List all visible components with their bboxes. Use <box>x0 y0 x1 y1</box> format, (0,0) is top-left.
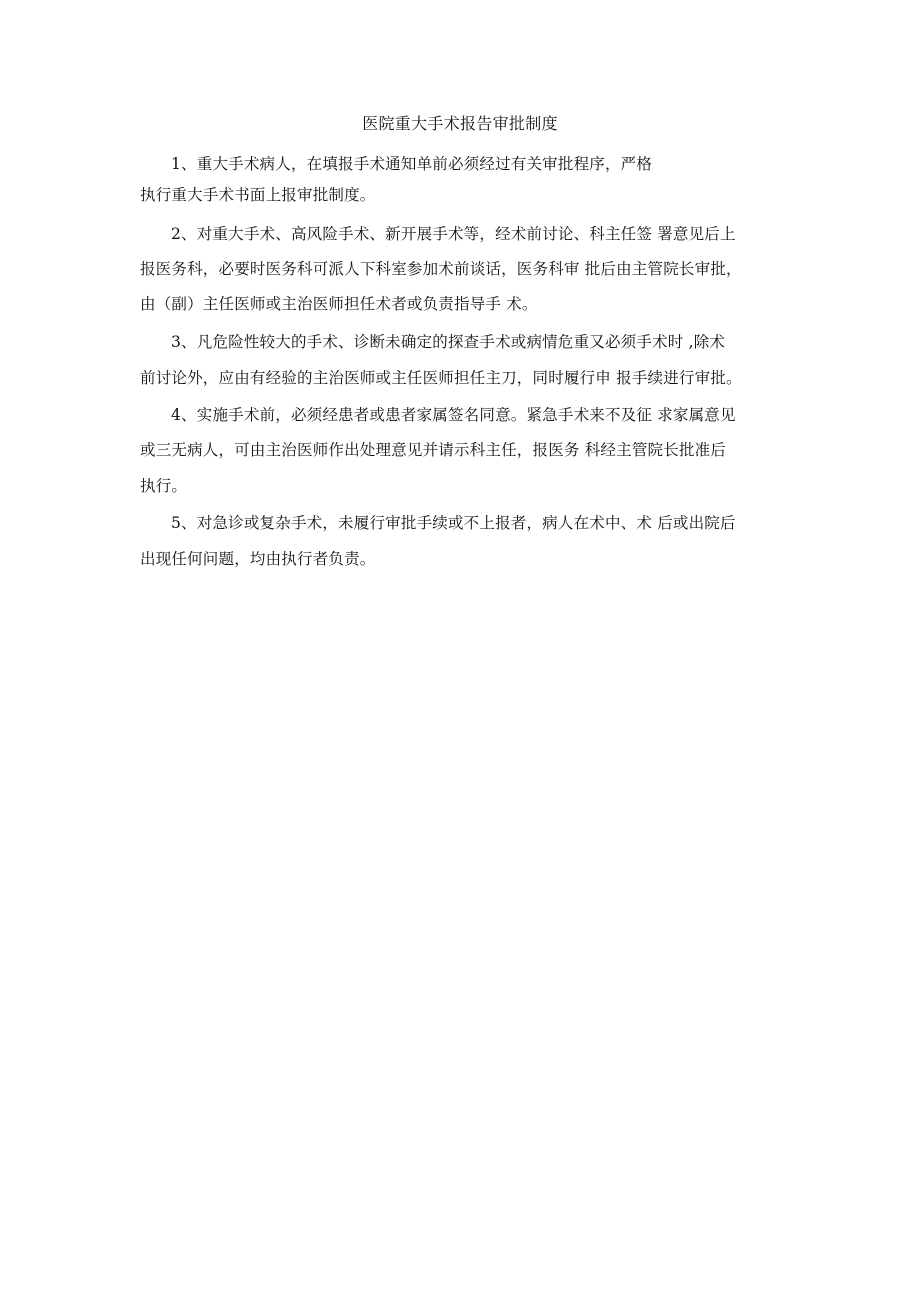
paragraph-2-line-1: 2、对重大手术、高风险手术、新开展手术等，经术前讨论、科主任签 署意见后上 <box>171 225 736 243</box>
paragraph-4-line-1: 4、实施手术前，必须经患者或患者家属签名同意。紧急手术来不及征 求家属意见 <box>171 406 736 424</box>
document-title: 医院重大手术报告审批制度 <box>362 114 558 133</box>
paragraph-2-line-2: 报医务科，必要时医务科可派人下科室参加术前谈话，医务科审 批后由主管院长审批， <box>140 260 742 278</box>
paragraph-5-line-1: 5、对急诊或复杂手术，未履行审批手续或不上报者，病人在术中、术 后或出院后 <box>171 514 736 532</box>
paragraph-2-line-3: 由（副）主任医师或主治医师担任术者或负责指导手 术。 <box>140 295 538 313</box>
paragraph-3-line-1: 3、凡危险性较大的手术、诊断未确定的探查手术或病情危重又必须手术时 ,除术 <box>171 333 726 351</box>
paragraph-1-line-2: 执行重大手术书面上报审批制度。 <box>140 186 376 204</box>
paragraph-4-line-2: 或三无病人，可由主治医师作出处理意见并请示科主任，报医务 科经主管院长批准后 <box>140 441 727 459</box>
paragraph-5-line-2: 出现任何问题，均由执行者负责。 <box>140 550 376 568</box>
paragraph-3-line-2: 前讨论外，应由有经验的主治医师或主任医师担任主刀，同时履行申 报手续进行审批。 <box>140 369 742 387</box>
paragraph-1-line-1: 1、重大手术病人，在填报手术通知单前必须经过有关审批程序，严格 <box>171 155 653 173</box>
paragraph-4-line-3: 执行。 <box>140 477 188 495</box>
